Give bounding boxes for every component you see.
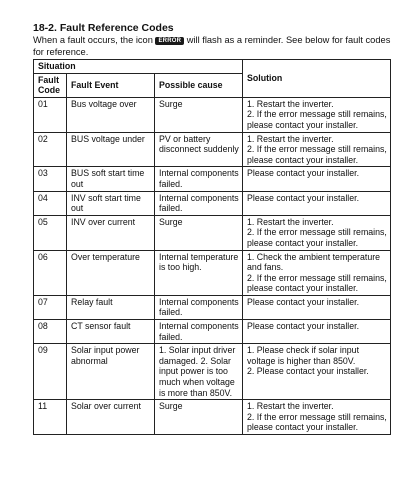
possible-cause-cell: Internal components failed. bbox=[155, 320, 243, 344]
solution-line: 2. If the error message still remains, please contact your installer. bbox=[247, 144, 387, 165]
table-row bbox=[34, 344, 391, 400]
solution-line: 1. Restart the inverter. bbox=[247, 401, 334, 412]
intro-text-after: will flash as a reminder. See below for fault codes for reference. bbox=[33, 35, 391, 57]
solution-cell bbox=[243, 97, 391, 132]
possible-cause-cell: Surge bbox=[155, 97, 243, 132]
fault-code-cell: 11 bbox=[34, 400, 67, 435]
table-row bbox=[34, 320, 391, 344]
error-icon: ERROR bbox=[155, 37, 184, 45]
fault-code-cell: 05 bbox=[34, 215, 67, 250]
solution-line: Please contact your installer. bbox=[247, 296, 360, 307]
solution-cell bbox=[243, 191, 391, 215]
possible-cause-cell: Surge bbox=[155, 400, 243, 435]
intro-text-before: When a fault occurs, the icon bbox=[33, 35, 156, 45]
possible-cause-header: Possible cause bbox=[155, 73, 243, 97]
fault-event-cell: Bus voltage over bbox=[67, 97, 155, 132]
solution-cell bbox=[243, 132, 391, 167]
solution-cell bbox=[243, 344, 391, 400]
table-row bbox=[34, 167, 391, 191]
fault-event-cell: INV soft start time out bbox=[67, 191, 155, 215]
fault-event-cell: Solar over current bbox=[67, 400, 155, 435]
fault-event-cell: CT sensor fault bbox=[67, 320, 155, 344]
table-row bbox=[34, 97, 391, 132]
fault-code-cell: 03 bbox=[34, 167, 67, 191]
possible-cause-cell: Internal temperature is too high. bbox=[155, 250, 243, 295]
solution-line: Please contact your installer. bbox=[247, 192, 360, 203]
table-row bbox=[34, 215, 391, 250]
possible-cause-cell: PV or battery disconnect suddenly bbox=[155, 132, 243, 167]
solution-line: 1. Check the ambient temperature and fans. bbox=[247, 251, 381, 273]
fault-event-header: Fault Event bbox=[67, 73, 155, 97]
possible-cause-cell: Internal components failed. bbox=[155, 167, 243, 191]
solution-line: 1. Restart the inverter. bbox=[247, 98, 334, 109]
table-row bbox=[34, 295, 391, 319]
solution-line: 2. If the error message still remains, please contact your installer. bbox=[247, 272, 387, 294]
fault-code-cell: 02 bbox=[34, 132, 67, 167]
possible-cause-cell: Surge bbox=[155, 215, 243, 250]
possible-cause-cell: Internal components failed. bbox=[155, 191, 243, 215]
solution-line: 1. Restart the inverter. bbox=[247, 133, 334, 144]
fault-event-cell: Relay fault bbox=[67, 295, 155, 319]
solution-cell bbox=[243, 167, 391, 191]
fault-event-cell: Over temperature bbox=[67, 250, 155, 295]
fault-reference-table bbox=[33, 59, 391, 435]
fault-event-cell: Solar input power abnormal bbox=[67, 344, 155, 400]
fault-code-cell: 06 bbox=[34, 250, 67, 295]
table-row bbox=[34, 191, 391, 215]
solution-line: Please contact your installer. bbox=[247, 321, 360, 332]
fault-event-cell: BUS voltage under bbox=[67, 132, 155, 167]
possible-cause-cell: Internal components failed. bbox=[155, 295, 243, 319]
solution-cell bbox=[243, 295, 391, 319]
solution-line: 2. If the error message still remains, please contact your installer. bbox=[247, 227, 387, 248]
section-title: 18-2. Fault Reference Codes bbox=[33, 22, 174, 34]
solution-cell bbox=[243, 320, 391, 344]
solution-line: 2. Please contact your installer. bbox=[247, 366, 369, 377]
table-group-header-row bbox=[34, 60, 391, 74]
solution-line: Please contact your installer. bbox=[247, 168, 360, 179]
intro-paragraph bbox=[33, 35, 393, 58]
fault-code-header: Fault Code bbox=[34, 73, 67, 97]
fault-code-cell: 09 bbox=[34, 344, 67, 400]
table-row bbox=[34, 132, 391, 167]
fault-event-cell: INV over current bbox=[67, 215, 155, 250]
fault-code-cell: 01 bbox=[34, 97, 67, 132]
fault-code-cell: 08 bbox=[34, 320, 67, 344]
solution-line: 2. If the error message still remains, please contact your installer. bbox=[247, 411, 387, 433]
solution-cell bbox=[243, 215, 391, 250]
fault-code-cell: 07 bbox=[34, 295, 67, 319]
fault-code-cell: 04 bbox=[34, 191, 67, 215]
table-row bbox=[34, 250, 391, 295]
solution-header: Solution bbox=[243, 60, 391, 98]
fault-rows bbox=[34, 97, 391, 434]
solution-line: 1. Please check if solar input voltage is higher than 850V. bbox=[247, 345, 360, 366]
table-row bbox=[34, 400, 391, 435]
situation-header: Situation bbox=[34, 60, 243, 74]
fault-event-cell: BUS soft start time out bbox=[67, 167, 155, 191]
solution-cell bbox=[243, 250, 391, 295]
solution-cell bbox=[243, 400, 391, 435]
possible-cause-cell: 1. Solar input driver damaged. 2. Solar input power is too much when voltage is more than 850V. bbox=[155, 344, 243, 400]
solution-line: 2. If the error message still remains, please contact your installer. bbox=[247, 109, 387, 130]
solution-line: 1. Restart the inverter. bbox=[247, 216, 334, 227]
